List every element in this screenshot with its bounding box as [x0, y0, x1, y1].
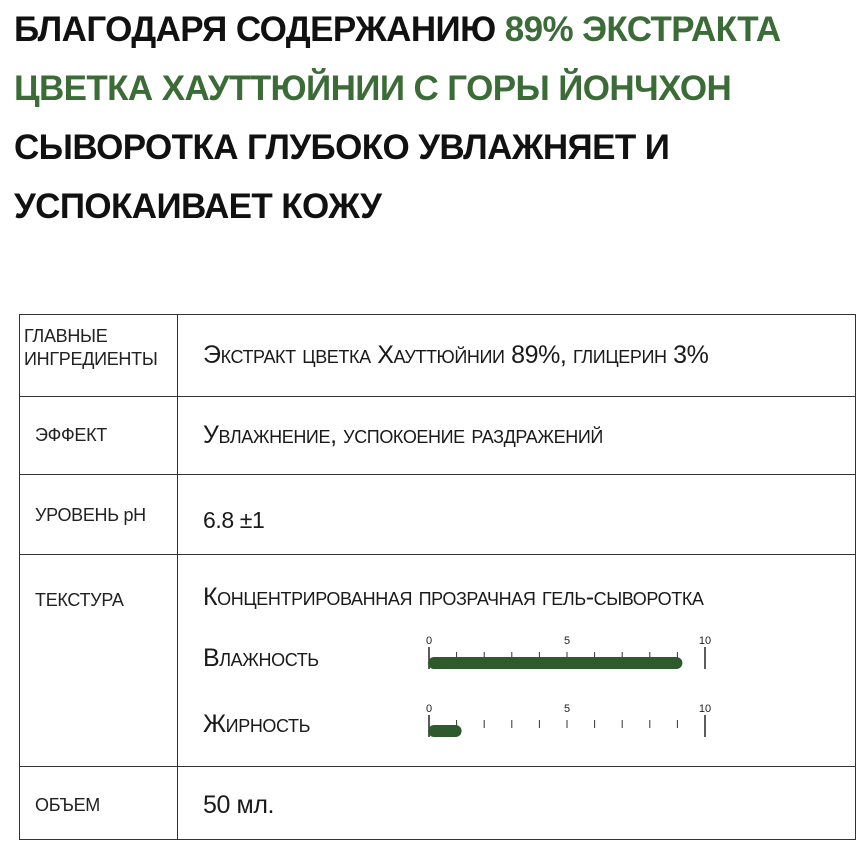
row-ingredients: [20, 315, 855, 397]
ingredients-value: Экстракт цветка Хауттюйнии 89%, глицерин 3%: [203, 341, 709, 369]
headline-line-4: УСПОКАИВАЕТ КОЖУ: [14, 187, 382, 226]
scale-tick-label: 0: [425, 703, 433, 715]
ingredients-label: [24, 325, 157, 371]
moisture-scale: [400, 633, 712, 693]
scale-tick-label: 10: [698, 703, 712, 715]
headline: [14, 0, 849, 236]
headline-line-1: [14, 0, 849, 59]
row-volume: [20, 767, 855, 841]
scale-level-bar: [428, 725, 462, 737]
scale-tick-label: 5: [563, 703, 571, 715]
moisture-scale-label: Влажность: [203, 644, 319, 672]
scale-tick-label: 10: [698, 635, 712, 647]
scale-tick-label: 0: [425, 635, 433, 647]
texture-value: Концентрированная прозрачная гель-сыворотка: [203, 583, 704, 611]
headline-text-accent: 89% ЭКСТРАКТА: [504, 10, 781, 49]
effect-value: Увлажнение, успокоение раздражений: [203, 421, 603, 449]
volume-value: 50 мл.: [203, 791, 275, 819]
headline-line-3: СЫВОРОТКА ГЛУБОКО УВЛАЖНЯЕТ И: [14, 128, 670, 167]
ph-label: УРОВЕНЬ pH: [35, 505, 146, 525]
ingredients-label-line2: ИНГРЕДИЕНТЫ: [24, 349, 158, 369]
scale-tick-label: 5: [563, 635, 571, 647]
spec-table: [19, 314, 856, 840]
scale-level-bar: [428, 657, 682, 669]
row-effect: [20, 397, 855, 475]
headline-text-dark: БЛАГОДАРЯ СОДЕРЖАНИЮ: [14, 10, 505, 49]
ph-value: 6.8 ±1: [203, 507, 265, 533]
row-texture: [20, 555, 855, 767]
volume-label: ОБЪЕМ: [35, 795, 100, 815]
oiliness-scale-label: Жирность: [203, 710, 311, 738]
ingredients-label-line1: ГЛАВНЫЕ: [24, 326, 108, 346]
moisture-scale-graphic: [400, 633, 712, 693]
oiliness-scale-graphic: [400, 701, 712, 761]
headline-line-2: ЦВЕТКА ХАУТТЮЙНИИ С ГОРЫ ЙОНЧХОН: [14, 69, 732, 108]
row-ph: [20, 475, 855, 555]
effect-label: ЭФФЕКТ: [35, 425, 107, 445]
texture-label: ТЕКСТУРА: [35, 590, 124, 610]
oiliness-scale: [400, 701, 712, 761]
